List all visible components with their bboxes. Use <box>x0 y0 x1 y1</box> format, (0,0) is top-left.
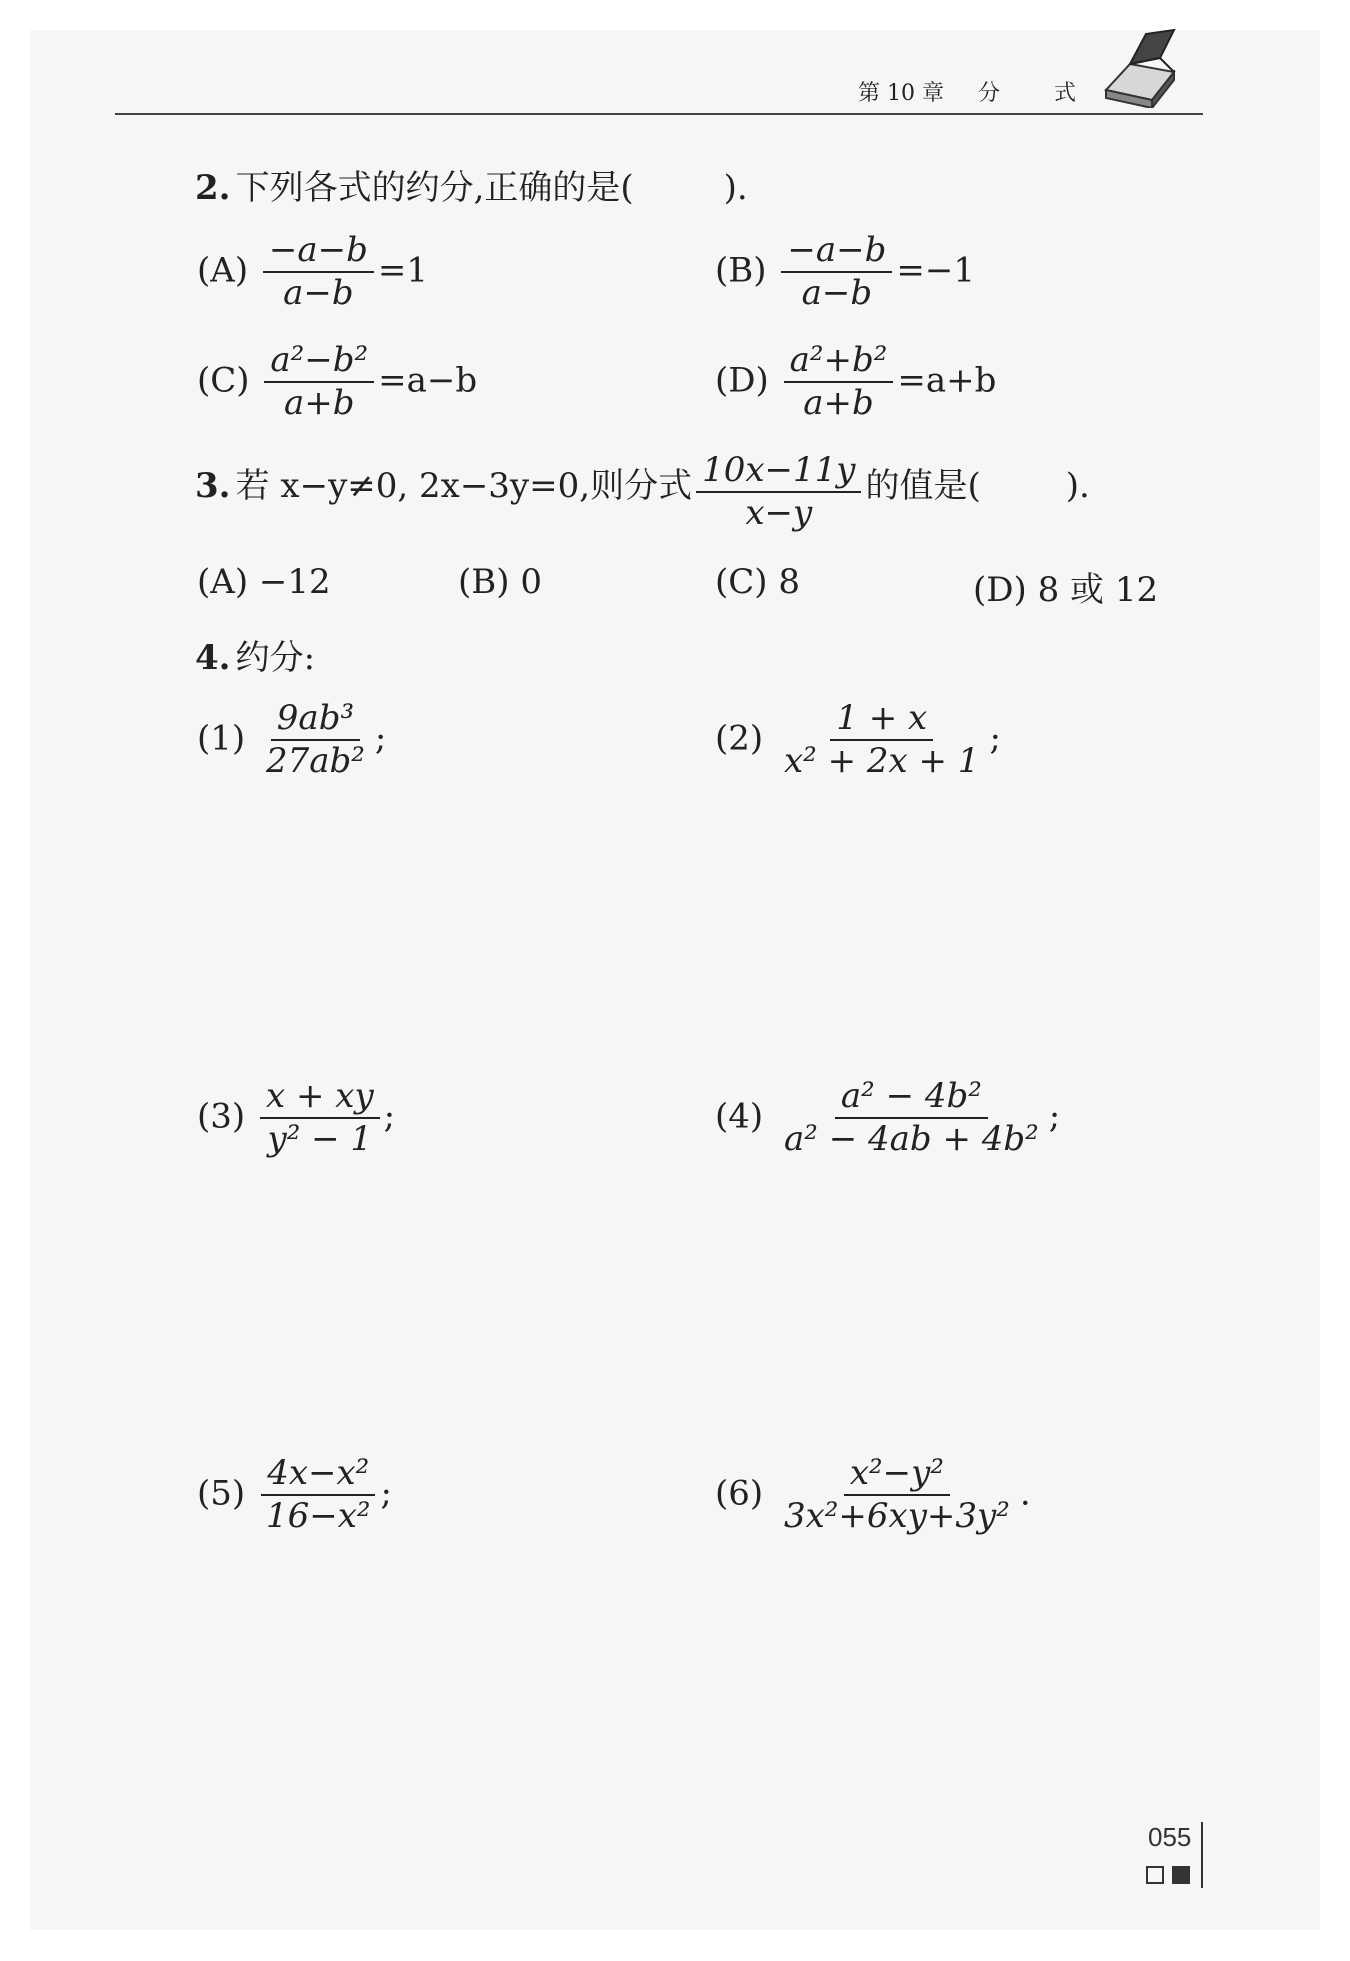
fraction <box>260 1455 377 1536</box>
question-4-text: 约分: <box>235 638 316 678</box>
option-rhs: =−1 <box>896 250 975 291</box>
option-label: (A) <box>197 562 249 602</box>
q4-item-1 <box>197 700 386 781</box>
item-end: ; <box>383 1096 396 1137</box>
option-label: (B) <box>715 250 767 291</box>
question-4-number: 4. <box>195 638 231 678</box>
question-2-stem <box>195 160 748 209</box>
fraction <box>260 700 371 781</box>
fraction-numerator: −a−b <box>263 232 374 273</box>
fraction-numerator: x + xy <box>260 1078 380 1119</box>
q4-item-6 <box>715 1455 1031 1536</box>
q2-option-b <box>715 232 975 313</box>
option-label: (C) <box>715 562 768 602</box>
item-label: (2) <box>715 718 764 759</box>
item-label: (3) <box>197 1096 246 1137</box>
q4-item-3 <box>197 1078 395 1159</box>
q4-item-5 <box>197 1455 392 1536</box>
option-rhs: =a−b <box>378 360 478 401</box>
fraction-numerator: a²+b² <box>784 342 894 383</box>
fraction <box>696 452 861 533</box>
fraction-denominator: 3x²+6xy+3y² <box>783 1496 1010 1537</box>
option-label: (D) <box>715 360 769 401</box>
fraction-denominator: x² + 2x + 1 <box>783 741 980 782</box>
filled-square-icon <box>1172 1866 1190 1884</box>
q3-option-d <box>973 562 1158 611</box>
book-icon <box>1100 28 1180 108</box>
question-3-text: 若 x−y≠0, 2x−3y=0,则分式 <box>235 465 693 506</box>
option-value: 0 <box>520 562 542 602</box>
page-sheet <box>30 30 1320 1930</box>
item-label: (1) <box>197 718 246 759</box>
option-value: 8 或 12 <box>1037 570 1159 610</box>
fraction-numerator: 10x−11y <box>696 452 861 493</box>
fraction <box>263 232 374 313</box>
item-end: ; <box>380 1473 393 1514</box>
fraction-denominator: y² − 1 <box>267 1119 373 1160</box>
q3-option-c <box>715 562 800 602</box>
q4-item-4 <box>715 1078 1060 1159</box>
fraction <box>264 342 374 423</box>
header-rule <box>115 113 1203 115</box>
question-4-stem <box>195 630 315 679</box>
page-number: 055 <box>1148 1822 1192 1852</box>
fraction-denominator: 27ab² <box>265 741 365 782</box>
option-rhs: =1 <box>377 250 429 291</box>
q3-option-b <box>458 562 542 602</box>
q4-item-2 <box>715 700 1001 781</box>
fraction-denominator: a−b <box>801 273 873 314</box>
option-label: (B) <box>458 562 510 602</box>
question-3-number: 3. <box>195 465 231 506</box>
item-label: (6) <box>715 1473 764 1514</box>
fraction-denominator: a−b <box>283 273 354 314</box>
fraction <box>778 700 985 781</box>
question-2-blank-close: ). <box>723 168 748 208</box>
option-label: (C) <box>197 360 250 401</box>
question-3-text-post: 的值是( <box>865 465 981 506</box>
q2-option-d <box>715 342 996 423</box>
option-rhs: =a+b <box>897 360 997 401</box>
item-label: (5) <box>197 1473 246 1514</box>
question-2-text: 下列各式的约分,正确的是( <box>235 168 634 208</box>
page-number-bar <box>1201 1822 1203 1888</box>
option-label: (D) <box>973 570 1027 610</box>
item-end: . <box>1019 1473 1031 1514</box>
fraction-numerator: −a−b <box>781 232 892 273</box>
question-3-stem <box>195 452 1090 533</box>
fraction-denominator: 16−x² <box>265 1496 371 1537</box>
option-value: −12 <box>258 562 331 602</box>
fraction-numerator: 4x−x² <box>261 1455 375 1496</box>
item-end: ; <box>989 718 1001 759</box>
q2-option-c <box>197 342 477 423</box>
item-end: ; <box>374 718 387 759</box>
fraction <box>781 232 892 313</box>
fraction <box>778 1455 1016 1536</box>
fraction-denominator: a² − 4ab + 4b² <box>783 1119 1039 1160</box>
fraction <box>260 1078 380 1159</box>
fraction-denominator: a+b <box>283 383 355 424</box>
fraction-numerator: a²−b² <box>264 342 374 383</box>
option-value: 8 <box>778 562 800 602</box>
fraction-numerator: 9ab³ <box>271 700 360 741</box>
fraction-numerator: x²−y² <box>844 1455 950 1496</box>
fraction <box>778 1078 1045 1159</box>
question-3-blank-close: ). <box>1065 465 1090 506</box>
fraction-denominator: x−y <box>745 493 813 534</box>
chapter-title-char-1: 分 <box>978 81 1001 106</box>
q2-option-a <box>197 232 428 313</box>
empty-square-icon <box>1146 1866 1164 1884</box>
fraction <box>784 342 894 423</box>
chapter-title-char-2: 式 <box>1054 81 1077 106</box>
fraction-numerator: 1 + x <box>830 700 933 741</box>
question-2-number: 2. <box>195 168 231 208</box>
item-end: ; <box>1048 1096 1061 1137</box>
q3-option-a <box>197 562 331 602</box>
chapter-label: 第 10 章 <box>858 81 944 106</box>
fraction-numerator: a² − 4b² <box>835 1078 988 1119</box>
option-label: (A) <box>197 250 249 291</box>
item-label: (4) <box>715 1096 764 1137</box>
fraction-denominator: a+b <box>803 383 874 424</box>
